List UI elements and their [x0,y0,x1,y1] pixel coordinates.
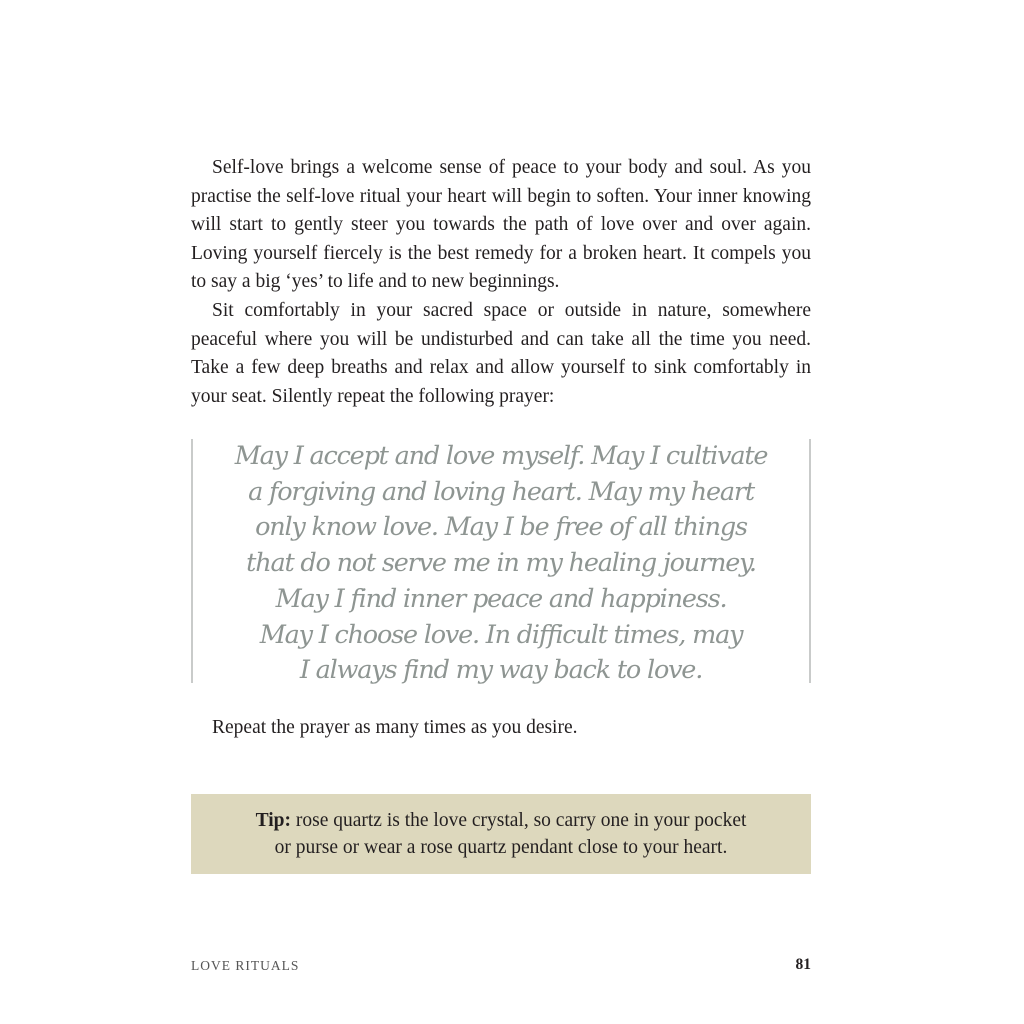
prayer-block [191,439,811,686]
prayer-line: only know love. May I be free of all things [255,512,747,543]
prayer-left-rule [191,439,193,683]
tip-line-2: or purse or wear a rose quartz pendant close to your heart. [274,837,728,858]
paragraph-intro: Self-love brings a welcome sense of peace to your body and soul. As you practise the self-love ritual your heart will begin to soften. Your inner knowing will start to gently steer you towards the path of love over and over again. Loving yourself fiercely is the best remedy for a broken heart. It compels you to say a big ‘yes’ to life and to new beginnings. [191,157,811,293]
prayer-line: a forgiving and loving heart. May my heart [248,476,754,507]
prayer-line: I always find my way back to love. [299,655,703,686]
running-footer-title: LOVE RITUALS [191,958,300,973]
prayer-line: May I accept and love myself. May I cultivate [234,441,768,471]
prayer-line: that do not serve me in my healing journey. [246,548,756,579]
prayer-text [201,439,801,689]
prayer-line: May I choose love. In difficult times, may [259,619,743,650]
tip-text [191,807,811,861]
prayer-right-rule [809,439,811,683]
tip-line-1 [191,807,811,834]
tip-box [191,794,811,874]
body-text [191,154,811,411]
tip-line-1-text: rose quartz is the love crystal, so carry one in your pocket [295,810,747,831]
paragraph-instructions: Sit comfortably in your sacred space or outside in nature, somewhere peaceful where you will be undisturbed and can take all the time you need. Take a few deep breaths and relax and allow yourself to sink comfortably in your seat. Silently repeat the following prayer: [191,299,811,407]
tip-label: Tip: [255,810,291,831]
page-number: 81 [795,956,811,973]
prayer-line: May I find inner peace and happiness. [275,583,727,614]
repeat-instruction: Repeat the prayer as many times as you desire. [212,717,578,738]
